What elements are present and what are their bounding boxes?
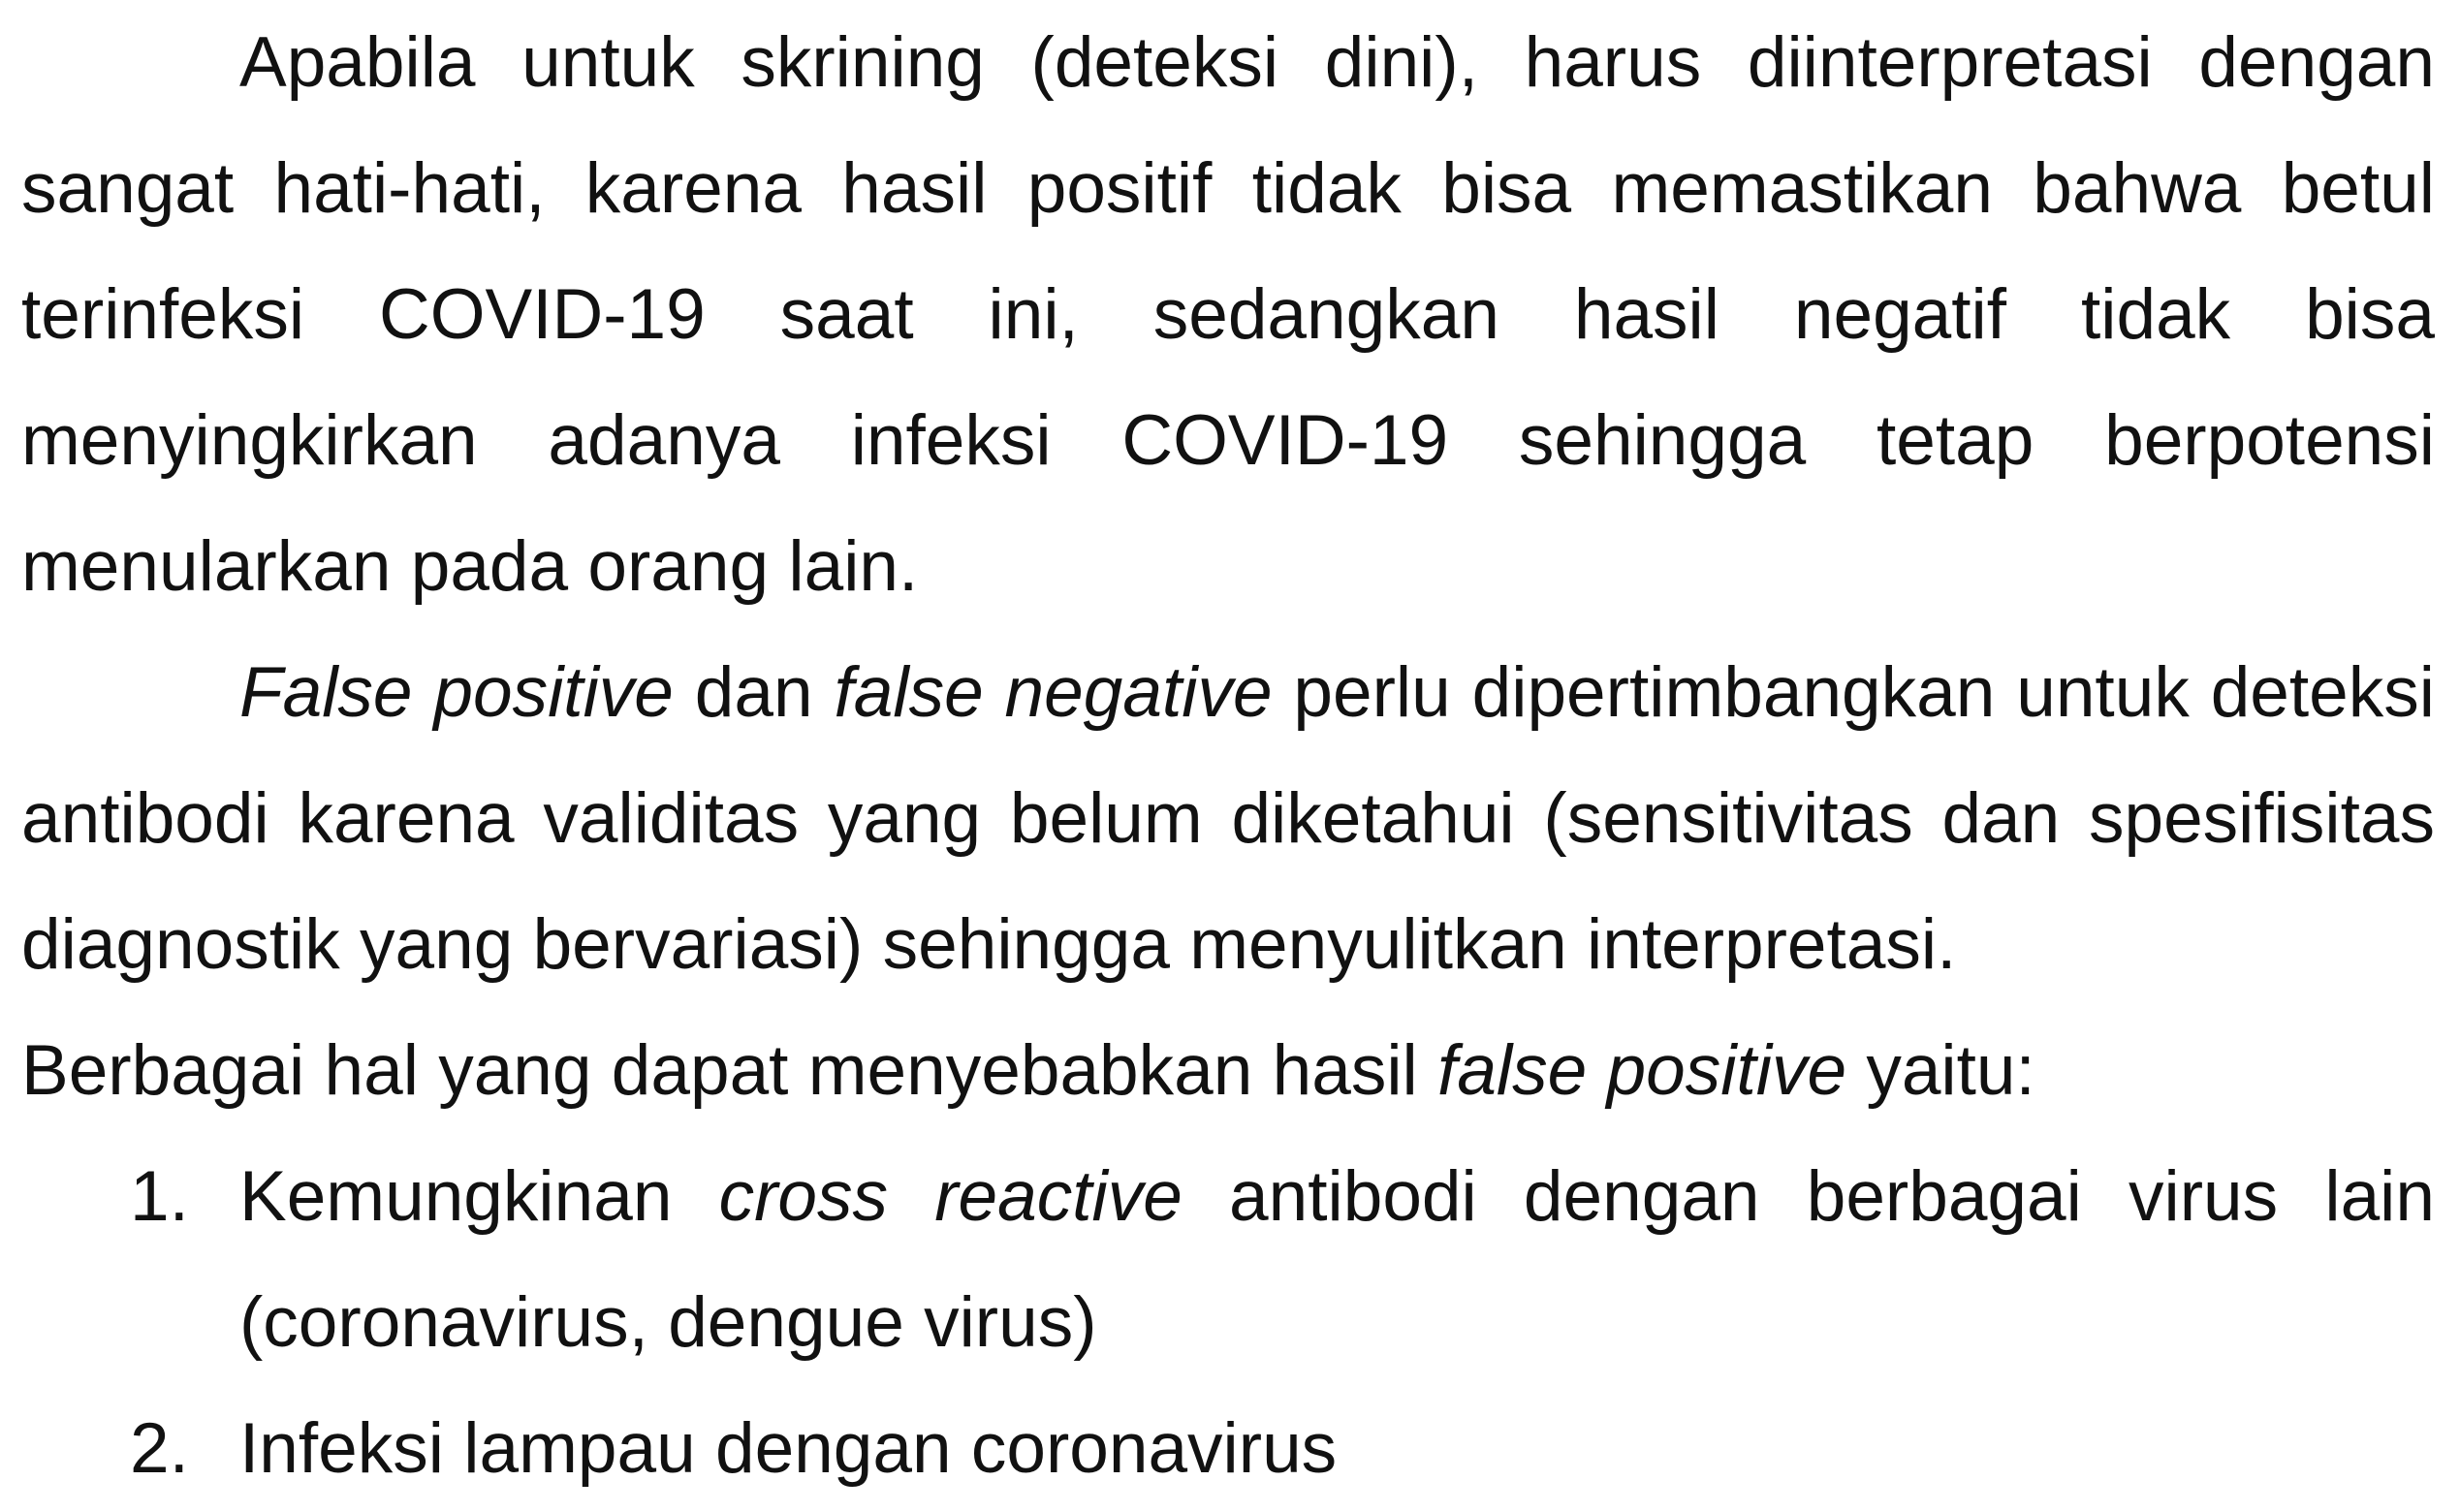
causes-intro-after: yaitu:	[1846, 1031, 2035, 1110]
term-false-positive: False positive	[239, 653, 674, 732]
paragraph-false-results-rest: perlu dipertimbangkan untuk deteksi antibodi karena validitas yang belum diketahui (sensitivitas dan spesifisitas diagnostik yang bervariasi) sehingga menyulitkan interpretasi.	[21, 653, 2435, 984]
list-item-1	[21, 1134, 2435, 1386]
list-number: 2.	[130, 1409, 189, 1488]
document-page	[21, 0, 2435, 1512]
text-dan: dan	[673, 653, 835, 732]
list-number: 1.	[130, 1157, 189, 1236]
list-item-2-text: Infeksi lampau dengan coronavirus	[239, 1409, 1338, 1488]
paragraph-screening: Apabila untuk skrining (deteksi dini), harus diinterpretasi dengan sangat hati-hati, karena hasil positif tidak bisa memastikan bahwa betul terinfeksi COVID-19 saat ini, sedangkan hasil negatif tidak bisa menyingkirkan adanya infeksi COVID-19 sehingga tetap berpotensi menularkan pada orang lain.	[21, 23, 2435, 606]
causes-intro-before: Berbagai hal yang dapat menyebabkan hasil	[21, 1031, 1438, 1110]
paragraph-causes-intro	[21, 1008, 2435, 1134]
term-false-negative: false negative	[834, 653, 1273, 732]
term-cross-reactive: cross reactive	[718, 1157, 1183, 1236]
term-false-positive-2: false positive	[1437, 1031, 1847, 1110]
paragraph-false-results	[21, 630, 2435, 1008]
list-item-1-before: Kemungkinan	[239, 1157, 719, 1236]
list-item-1-after: antibodi dengan berbagai virus lain (coronavirus, dengue virus)	[239, 1157, 2435, 1362]
list-item-2	[21, 1386, 2435, 1512]
